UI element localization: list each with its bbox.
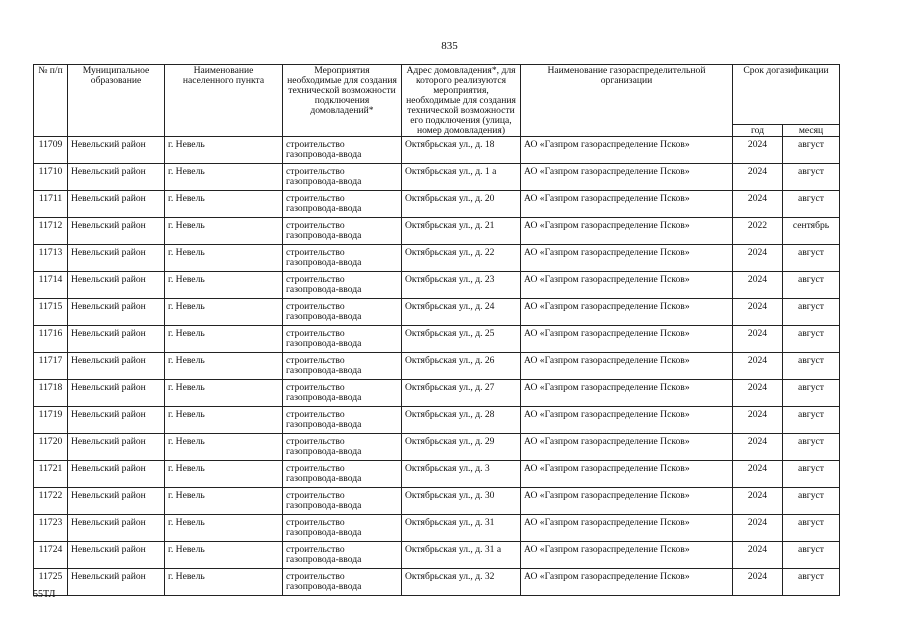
municipality-cell: Невельский район <box>68 245 165 272</box>
municipality-cell: Невельский район <box>68 272 165 299</box>
settlement-cell: г. Невель <box>165 191 283 218</box>
address-cell: Октябрьская ул., д. 31 <box>402 515 521 542</box>
month-cell: август <box>783 272 840 299</box>
address-cell: Октябрьская ул., д. 3 <box>402 461 521 488</box>
year-cell: 2024 <box>733 461 783 488</box>
year-cell: 2024 <box>733 434 783 461</box>
table-row <box>34 569 840 596</box>
month-cell: август <box>783 434 840 461</box>
year-cell: 2024 <box>733 569 783 596</box>
settlement-cell: г. Невель <box>165 218 283 245</box>
year-cell: 2024 <box>733 326 783 353</box>
address-cell: Октябрьская ул., д. 1 а <box>402 164 521 191</box>
settlement-cell: г. Невель <box>165 164 283 191</box>
settlement-cell: г. Невель <box>165 299 283 326</box>
organization-cell: АО «Газпром газораспределение Псков» <box>521 299 733 326</box>
row-number: 11717 <box>34 353 68 380</box>
year-cell: 2024 <box>733 245 783 272</box>
month-cell: август <box>783 380 840 407</box>
row-number: 11724 <box>34 542 68 569</box>
row-number: 11722 <box>34 488 68 515</box>
year-cell: 2024 <box>733 488 783 515</box>
col-header-num: № п/п <box>34 65 68 137</box>
col-header-deadline: Срок догазификации <box>733 65 840 125</box>
table-row <box>34 137 840 164</box>
measure-cell: строительство газопровода-ввода <box>283 569 402 596</box>
row-number: 11713 <box>34 245 68 272</box>
organization-cell: АО «Газпром газораспределение Псков» <box>521 272 733 299</box>
organization-cell: АО «Газпром газораспределение Псков» <box>521 245 733 272</box>
table-row <box>34 380 840 407</box>
municipality-cell: Невельский район <box>68 434 165 461</box>
settlement-cell: г. Невель <box>165 434 283 461</box>
row-number: 11723 <box>34 515 68 542</box>
page-number: 835 <box>441 40 458 52</box>
municipality-cell: Невельский район <box>68 569 165 596</box>
measure-cell: строительство газопровода-ввода <box>283 218 402 245</box>
measure-cell: строительство газопровода-ввода <box>283 380 402 407</box>
year-cell: 2024 <box>733 353 783 380</box>
col-header-organization: Наименование газораспределительной организации <box>521 65 733 137</box>
footer-code: 55ТЛ <box>33 589 56 600</box>
address-cell: Октябрьская ул., д. 31 а <box>402 542 521 569</box>
month-cell: август <box>783 461 840 488</box>
col-header-measures: Мероприятия необходимые для создания технической возможности подключения домовладений* <box>283 65 402 137</box>
row-number: 11721 <box>34 461 68 488</box>
table-body <box>34 137 840 596</box>
row-number: 11716 <box>34 326 68 353</box>
row-number: 11714 <box>34 272 68 299</box>
settlement-cell: г. Невель <box>165 137 283 164</box>
municipality-cell: Невельский район <box>68 380 165 407</box>
address-cell: Октябрьская ул., д. 28 <box>402 407 521 434</box>
row-number: 11712 <box>34 218 68 245</box>
measure-cell: строительство газопровода-ввода <box>283 434 402 461</box>
measure-cell: строительство газопровода-ввода <box>283 515 402 542</box>
address-cell: Октябрьская ул., д. 22 <box>402 245 521 272</box>
settlement-cell: г. Невель <box>165 326 283 353</box>
municipality-cell: Невельский район <box>68 353 165 380</box>
settlement-cell: г. Невель <box>165 542 283 569</box>
year-cell: 2024 <box>733 299 783 326</box>
table-row <box>34 407 840 434</box>
settlement-cell: г. Невель <box>165 488 283 515</box>
month-cell: август <box>783 299 840 326</box>
settlement-cell: г. Невель <box>165 569 283 596</box>
table-row <box>34 218 840 245</box>
table-row <box>34 488 840 515</box>
measure-cell: строительство газопровода-ввода <box>283 461 402 488</box>
measure-cell: строительство газопровода-ввода <box>283 272 402 299</box>
measure-cell: строительство газопровода-ввода <box>283 245 402 272</box>
organization-cell: АО «Газпром газораспределение Псков» <box>521 407 733 434</box>
address-cell: Октябрьская ул., д. 24 <box>402 299 521 326</box>
municipality-cell: Невельский район <box>68 299 165 326</box>
municipality-cell: Невельский район <box>68 542 165 569</box>
municipality-cell: Невельский район <box>68 191 165 218</box>
table-row <box>34 434 840 461</box>
col-header-month: месяц <box>783 125 840 137</box>
year-cell: 2022 <box>733 218 783 245</box>
row-number: 11715 <box>34 299 68 326</box>
year-cell: 2024 <box>733 515 783 542</box>
month-cell: август <box>783 353 840 380</box>
organization-cell: АО «Газпром газораспределение Псков» <box>521 191 733 218</box>
table-row <box>34 299 840 326</box>
settlement-cell: г. Невель <box>165 353 283 380</box>
month-cell: август <box>783 488 840 515</box>
settlement-cell: г. Невель <box>165 380 283 407</box>
measure-cell: строительство газопровода-ввода <box>283 542 402 569</box>
organization-cell: АО «Газпром газораспределение Псков» <box>521 461 733 488</box>
month-cell: август <box>783 245 840 272</box>
municipality-cell: Невельский район <box>68 515 165 542</box>
organization-cell: АО «Газпром газораспределение Псков» <box>521 137 733 164</box>
table-row <box>34 191 840 218</box>
measure-cell: строительство газопровода-ввода <box>283 299 402 326</box>
settlement-cell: г. Невель <box>165 515 283 542</box>
address-cell: Октябрьская ул., д. 18 <box>402 137 521 164</box>
year-cell: 2024 <box>733 191 783 218</box>
measure-cell: строительство газопровода-ввода <box>283 137 402 164</box>
row-number: 11720 <box>34 434 68 461</box>
organization-cell: АО «Газпром газораспределение Псков» <box>521 515 733 542</box>
month-cell: август <box>783 542 840 569</box>
organization-cell: АО «Газпром газораспределение Псков» <box>521 569 733 596</box>
municipality-cell: Невельский район <box>68 218 165 245</box>
settlement-cell: г. Невель <box>165 245 283 272</box>
month-cell: август <box>783 137 840 164</box>
address-cell: Октябрьская ул., д. 23 <box>402 272 521 299</box>
municipality-cell: Невельский район <box>68 164 165 191</box>
address-cell: Октябрьская ул., д. 21 <box>402 218 521 245</box>
measure-cell: строительство газопровода-ввода <box>283 164 402 191</box>
row-number: 11719 <box>34 407 68 434</box>
address-cell: Октябрьская ул., д. 30 <box>402 488 521 515</box>
municipality-cell: Невельский район <box>68 488 165 515</box>
row-number: 11709 <box>34 137 68 164</box>
table-row <box>34 245 840 272</box>
municipality-cell: Невельский район <box>68 137 165 164</box>
year-cell: 2024 <box>733 272 783 299</box>
measure-cell: строительство газопровода-ввода <box>283 488 402 515</box>
table-row <box>34 515 840 542</box>
year-cell: 2024 <box>733 164 783 191</box>
year-cell: 2024 <box>733 542 783 569</box>
organization-cell: АО «Газпром газораспределение Псков» <box>521 218 733 245</box>
gasification-table <box>33 64 840 596</box>
year-cell: 2024 <box>733 380 783 407</box>
row-number: 11725 <box>34 569 68 596</box>
organization-cell: АО «Газпром газораспределение Псков» <box>521 434 733 461</box>
address-cell: Октябрьская ул., д. 29 <box>402 434 521 461</box>
organization-cell: АО «Газпром газораспределение Псков» <box>521 380 733 407</box>
col-header-municipality: Муниципальное образование <box>68 65 165 137</box>
address-cell: Октябрьская ул., д. 25 <box>402 326 521 353</box>
row-number: 11711 <box>34 191 68 218</box>
month-cell: сентябрь <box>783 218 840 245</box>
month-cell: август <box>783 164 840 191</box>
address-cell: Октябрьская ул., д. 27 <box>402 380 521 407</box>
settlement-cell: г. Невель <box>165 461 283 488</box>
header-row <box>34 65 840 125</box>
measure-cell: строительство газопровода-ввода <box>283 407 402 434</box>
organization-cell: АО «Газпром газораспределение Псков» <box>521 542 733 569</box>
address-cell: Октябрьская ул., д. 20 <box>402 191 521 218</box>
settlement-cell: г. Невель <box>165 407 283 434</box>
month-cell: август <box>783 515 840 542</box>
year-cell: 2024 <box>733 137 783 164</box>
table-row <box>34 542 840 569</box>
month-cell: август <box>783 326 840 353</box>
measure-cell: строительство газопровода-ввода <box>283 326 402 353</box>
municipality-cell: Невельский район <box>68 407 165 434</box>
measure-cell: строительство газопровода-ввода <box>283 353 402 380</box>
month-cell: август <box>783 569 840 596</box>
municipality-cell: Невельский район <box>68 461 165 488</box>
table-row <box>34 461 840 488</box>
month-cell: август <box>783 191 840 218</box>
table-row <box>34 353 840 380</box>
organization-cell: АО «Газпром газораспределение Псков» <box>521 353 733 380</box>
year-cell: 2024 <box>733 407 783 434</box>
col-header-address: Адрес домовладения*, для которого реализуются мероприятия, необходимые для создания технической возможности его подключения (улица, номер домовладения) <box>402 65 521 137</box>
table-row <box>34 164 840 191</box>
organization-cell: АО «Газпром газораспределение Псков» <box>521 488 733 515</box>
col-header-settlement: Наименование населенного пункта <box>165 65 283 137</box>
row-number: 11710 <box>34 164 68 191</box>
municipality-cell: Невельский район <box>68 326 165 353</box>
organization-cell: АО «Газпром газораспределение Псков» <box>521 164 733 191</box>
table-row <box>34 326 840 353</box>
table-row <box>34 272 840 299</box>
address-cell: Октябрьская ул., д. 32 <box>402 569 521 596</box>
address-cell: Октябрьская ул., д. 26 <box>402 353 521 380</box>
settlement-cell: г. Невель <box>165 272 283 299</box>
month-cell: август <box>783 407 840 434</box>
organization-cell: АО «Газпром газораспределение Псков» <box>521 326 733 353</box>
row-number: 11718 <box>34 380 68 407</box>
col-header-year: год <box>733 125 783 137</box>
measure-cell: строительство газопровода-ввода <box>283 191 402 218</box>
